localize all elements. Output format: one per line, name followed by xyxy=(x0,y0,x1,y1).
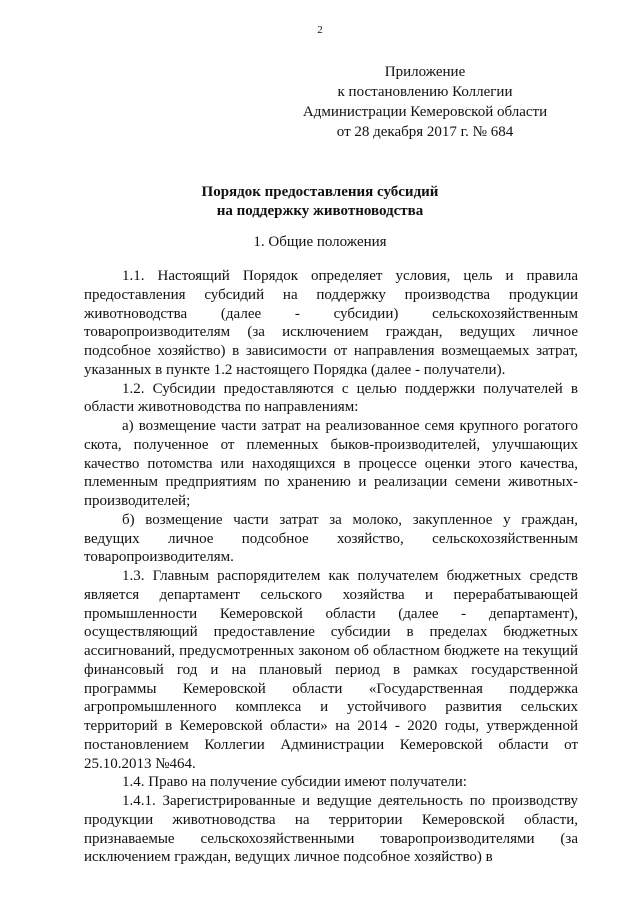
document-title xyxy=(0,183,640,221)
page-number: 2 xyxy=(317,24,323,36)
appendix-line: от 28 декабря 2017 г. № 684 xyxy=(336,124,514,140)
paragraph: 1.4.1. Зарегистрированные и ведущие деятельность по производству продукции животноводства на территории Кемеровской области, признаваемые сельскохозяйственными товаропроизводителями (за исключением граждан, ведущих личное подсобное хозяйство) в xyxy=(84,793,578,866)
paragraph: 1.3. Главным распорядителем как получателем бюджетных средств является департамент сельского хозяйства и перерабатывающей промышленности Кемеровской области (далее - департамент), осуществляющий предоставление субсидии в пределах бюджетных ассигнований, предусмотренных законом об областном бюджете на текущий финансовый год и на плановый период в рамках государственной программы Кемеровской области «Государственная поддержка агропромышленного комплекса и устойчивого развития сельских территорий в Кемеровской области» на 2014 - 2020 годы, утвержденной постановлением Коллегии Администрации Кемеровской области от 25.10.2013 №464. xyxy=(84,568,578,772)
paragraph: 1.2. Субсидии предоставляются с целью поддержки получателей в области животноводства по направлениям: xyxy=(84,380,578,416)
paragraph: 1.4. Право на получение субсидии имеют получатели: xyxy=(122,774,467,791)
appendix-line: к постановлению Коллегии xyxy=(337,84,513,100)
paragraph: 1.1. Настоящий Порядок определяет условия, цель и правила предоставления субсидий на поддержку производства продукции животноводства (далее - субсидии) сельскохозяйственным товаропроизводителям (за исключением граждан, ведущих личное подсобное хозяйство) в зависимости от направления возмещаемых затрат, указанных в пункте 1.2 настоящего Порядка (далее - получатели). xyxy=(84,268,578,378)
appendix-line: Администрации Кемеровской области xyxy=(302,104,548,120)
title-line: Порядок предоставления субсидий xyxy=(201,184,439,200)
paragraph: б) возмещение части затрат за молоко, закупленное у граждан, ведущих личное подсобное хозяйство, сельскохозяйственным товаропроизводителям. xyxy=(84,511,578,566)
document-body xyxy=(84,267,578,867)
paragraph: а) возмещение части затрат на реализованное семя крупного рогатого скота, полученное от племенных быков-производителей, улучшающих качество потомства или находящихся в процессе оценки этого качества, племенным предприятиям по хранению и реализации семени животных-производителей; xyxy=(84,418,578,509)
section-heading: 1. Общие положения xyxy=(253,234,387,250)
appendix-line: Приложение xyxy=(384,64,466,80)
appendix-block xyxy=(300,62,550,142)
title-line: на поддержку животноводства xyxy=(216,203,424,219)
